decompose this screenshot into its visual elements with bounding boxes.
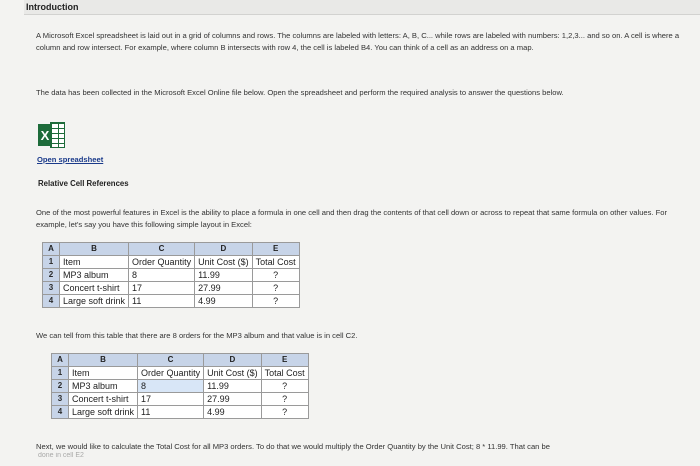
section-heading: Relative Cell References [38,179,129,188]
top-bar [24,0,700,15]
relative-ref-paragraph: One of the most powerful features in Excel is the ability to place a formula in one cell and then drag the contents of that cell down or across to repeat that same formula on other values. For example, let's say you have this following simple layout in Excel: [36,208,668,229]
col-header: A [52,354,69,367]
table-header-row [52,354,309,367]
cell-total: ? [252,282,299,295]
row-number: 2 [52,380,69,393]
cell-qty: 11 [138,406,204,419]
cell-qty: 11 [129,295,195,308]
table-row [52,406,309,419]
cell-total: Total Cost [261,367,308,380]
col-header: B [69,354,138,367]
spreadsheet-table-1 [42,242,300,308]
cell-item: Large soft drink [60,295,129,308]
row-number: 4 [43,295,60,308]
cell-cost: 11.99 [204,380,262,393]
cell-total: ? [261,380,308,393]
open-spreadsheet-link[interactable]: Open spreadsheet [37,155,104,164]
col-header: D [204,354,262,367]
col-header: C [138,354,204,367]
row-number: 1 [43,256,60,269]
table-row [43,295,300,308]
cell-total: Total Cost [252,256,299,269]
col-header: E [252,243,299,256]
col-header: D [195,243,253,256]
excel-x-letter: X [38,124,52,146]
cell-item: Large soft drink [69,406,138,419]
cell-qty: 17 [129,282,195,295]
col-header: B [60,243,129,256]
cell-cost: 27.99 [204,393,262,406]
cell-cost: Unit Cost ($) [195,256,253,269]
row-number: 4 [52,406,69,419]
row-number: 2 [43,269,60,282]
instructions-paragraph: The data has been collected in the Microsoft Excel Online file below. Open the spreadsheet and perform the required analysis to answer the questions below. [36,88,564,97]
col-header: E [261,354,308,367]
cell-cost: 11.99 [195,269,253,282]
cell-qty: 8 [129,269,195,282]
cell-total: ? [252,295,299,308]
spreadsheet-table-2 [51,353,309,419]
cell-total: ? [252,269,299,282]
cell-item: Item [69,367,138,380]
cell-item: Concert t-shirt [60,282,129,295]
next-step-paragraph: Next, we would like to calculate the Total Cost for all MP3 orders. To do that we would multiply the Order Quantity by the Unit Cost; 8 * 11.99. That can be [36,442,550,451]
table-row [43,256,300,269]
cell-cost: 27.99 [195,282,253,295]
excel-icon[interactable] [38,122,66,148]
cell-item: Item [60,256,129,269]
table-row [43,269,300,282]
cell-total: ? [261,406,308,419]
cell-qty: Order Quantity [138,367,204,380]
cutoff-text: done in cell E2 [38,452,84,459]
row-number: 1 [52,367,69,380]
cell-qty: 17 [138,393,204,406]
table-row [52,393,309,406]
col-header: A [43,243,60,256]
table-row [52,367,309,380]
row-number: 3 [52,393,69,406]
cell-item: MP3 album [69,380,138,393]
cell-item: MP3 album [60,269,129,282]
cell-cost: 4.99 [204,406,262,419]
intro-paragraph: A Microsoft Excel spreadsheet is laid out in a grid of columns and rows. The columns are labeled with letters: A, B, C... while rows are labeled with numbers: 1,2,3... and so on. A cell is where a column and row intersect. For example, where column B intersects with row 4, the cell is labeled B4. You can think of a cell as an address on a map. [36,31,680,52]
col-header: C [129,243,195,256]
cell-qty: Order Quantity [129,256,195,269]
table-row [52,380,309,393]
table-explanation-paragraph: We can tell from this table that there are 8 orders for the MP3 album and that value is in cell C2. [36,331,358,340]
excel-sheet-graphic [50,122,65,148]
table-row [43,282,300,295]
row-number: 3 [43,282,60,295]
table-header-row [43,243,300,256]
cell-cost: 4.99 [195,295,253,308]
cell-cost: Unit Cost ($) [204,367,262,380]
intro-heading: Introduction [26,2,79,12]
cell-total: ? [261,393,308,406]
cell-qty-highlighted: 8 [138,380,204,393]
cell-item: Concert t-shirt [69,393,138,406]
